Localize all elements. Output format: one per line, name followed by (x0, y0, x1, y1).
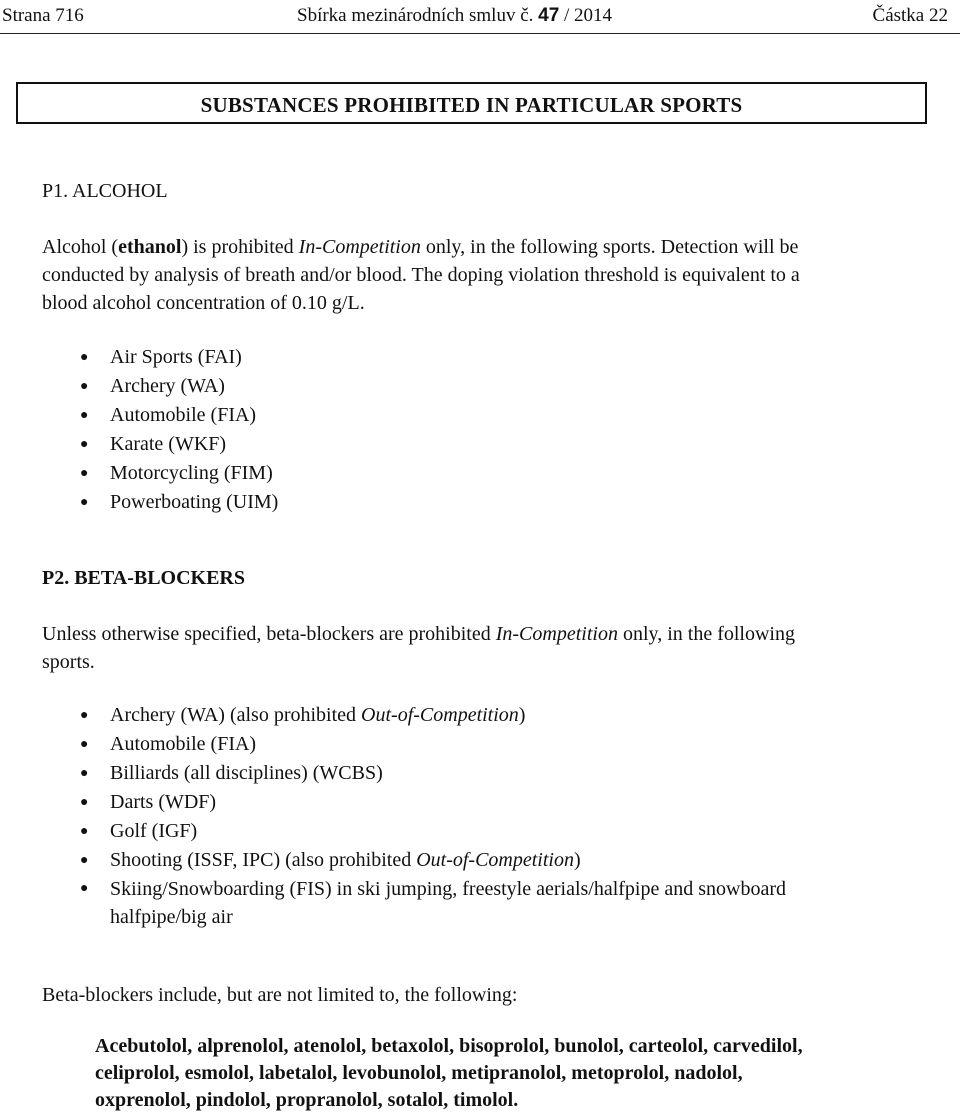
bullet-icon: ● (80, 350, 89, 365)
sport-name: Karate (WKF) (110, 433, 227, 455)
sport-name: Shooting (ISSF, IPC) (also prohibited (110, 849, 417, 871)
p2-paragraph-line-1 (42, 620, 795, 648)
section-title-box (16, 82, 927, 124)
p2-paragraph-line-2: sports. (42, 651, 95, 673)
collection-number: 47 (538, 5, 560, 26)
p2-text: Unless otherwise specified, beta-blockers are prohibited (42, 623, 496, 645)
section-title: SUBSTANCES PROHIBITED IN PARTICULAR SPORTS (200, 93, 743, 117)
out-of-competition-term: Out-of-Competition (361, 704, 519, 726)
bullet-icon: ● (80, 853, 89, 868)
list-item (80, 875, 786, 931)
beta-blockers-list (95, 1033, 803, 1114)
sport-name: Golf (IGF) (110, 820, 198, 842)
p1-paragraph-line-2: conducted by analysis of breath and/or blood. The doping violation threshold is equivalent to a (42, 264, 800, 286)
p2-heading: P2. BETA-BLOCKERS (42, 567, 245, 589)
page-header (0, 0, 960, 34)
bullet-icon: ● (80, 824, 89, 839)
sport-name: Archery (WA) (110, 375, 225, 397)
list-item (80, 759, 786, 788)
list-item (80, 488, 278, 517)
sport-name: Motorcycling (FIM) (110, 462, 273, 484)
sport-name: Automobile (FIA) (110, 733, 257, 755)
p1-text: ) is prohibited (181, 236, 299, 258)
bullet-icon: ● (80, 437, 89, 452)
p1-paragraph (42, 233, 800, 317)
sport-name-end: ) (518, 704, 526, 726)
sport-name-continued: halfpipe/big air (110, 906, 233, 928)
sport-name: Automobile (FIA) (110, 404, 257, 426)
bullet-icon: ● (80, 379, 89, 394)
list-item (80, 372, 278, 401)
list-item (80, 430, 278, 459)
list-item (80, 459, 278, 488)
bullet-icon: ● (80, 708, 89, 723)
drug-list-line-2: celiprolol, esmolol, labetalol, levobunolol, metipranolol, metoprolol, nadolol, (95, 1062, 743, 1084)
drug-list-line-3: oxprenolol, pindolol, propranolol, sotalol, timolol. (95, 1089, 519, 1111)
list-item (80, 730, 786, 759)
list-item (80, 846, 786, 875)
drug-list-line-1: Acebutolol, alprenolol, atenolol, betaxolol, bisoprolol, bunolol, carteolol, carvedilol, (95, 1035, 803, 1057)
out-of-competition-term: Out-of-Competition (416, 849, 574, 871)
sport-name: Skiing/Snowboarding (FIS) in ski jumping, freestyle aerials/halfpipe and snowboard (110, 878, 787, 900)
sport-name-end: ) (573, 849, 581, 871)
list-item (80, 817, 786, 846)
in-competition-term: In-Competition (298, 236, 421, 258)
sport-name: Air Sports (FAI) (110, 346, 242, 368)
bullet-icon: ● (80, 466, 89, 481)
list-item (80, 788, 786, 817)
list-item (80, 701, 786, 730)
bullet-icon: ● (80, 408, 89, 423)
bullet-icon: ● (80, 495, 89, 510)
p1-heading: P1. ALCOHOL (42, 180, 168, 202)
bullet-icon: ● (80, 766, 89, 781)
p2-sports-list (80, 701, 786, 931)
issue-number: Částka 22 (872, 5, 948, 26)
beta-blockers-intro: Beta-blockers include, but are not limited to, the following: (42, 984, 518, 1006)
bullet-icon: ● (80, 881, 89, 896)
sport-name: Archery (WA) (also prohibited (110, 704, 362, 726)
p1-text: only, in the following sports. Detection will be (420, 236, 799, 258)
p1-sports-list (80, 343, 278, 517)
bullet-icon: ● (80, 795, 89, 810)
p2-text: only, in the following (617, 623, 795, 645)
page-number: Strana 716 (2, 5, 84, 26)
p1-paragraph-line-3: blood alcohol concentration of 0.10 g/L. (42, 292, 365, 314)
p2-paragraph (42, 620, 795, 676)
sport-name: Powerboating (UIM) (110, 491, 279, 513)
list-item (80, 401, 278, 430)
p1-paragraph-line-1 (42, 233, 800, 261)
collection-title (297, 5, 612, 27)
bullet-icon: ● (80, 737, 89, 752)
header-divider (0, 33, 960, 34)
sport-name: Billiards (all disciplines) (WCBS) (110, 762, 383, 784)
ethanol-term: ethanol (118, 236, 182, 258)
collection-prefix: Sbírka mezinárodních smluv č. (297, 5, 534, 26)
p1-text: Alcohol ( (42, 236, 119, 258)
list-item (80, 343, 278, 372)
collection-year: / 2014 (564, 5, 613, 26)
in-competition-term: In-Competition (495, 623, 618, 645)
sport-name: Darts (WDF) (110, 791, 217, 813)
